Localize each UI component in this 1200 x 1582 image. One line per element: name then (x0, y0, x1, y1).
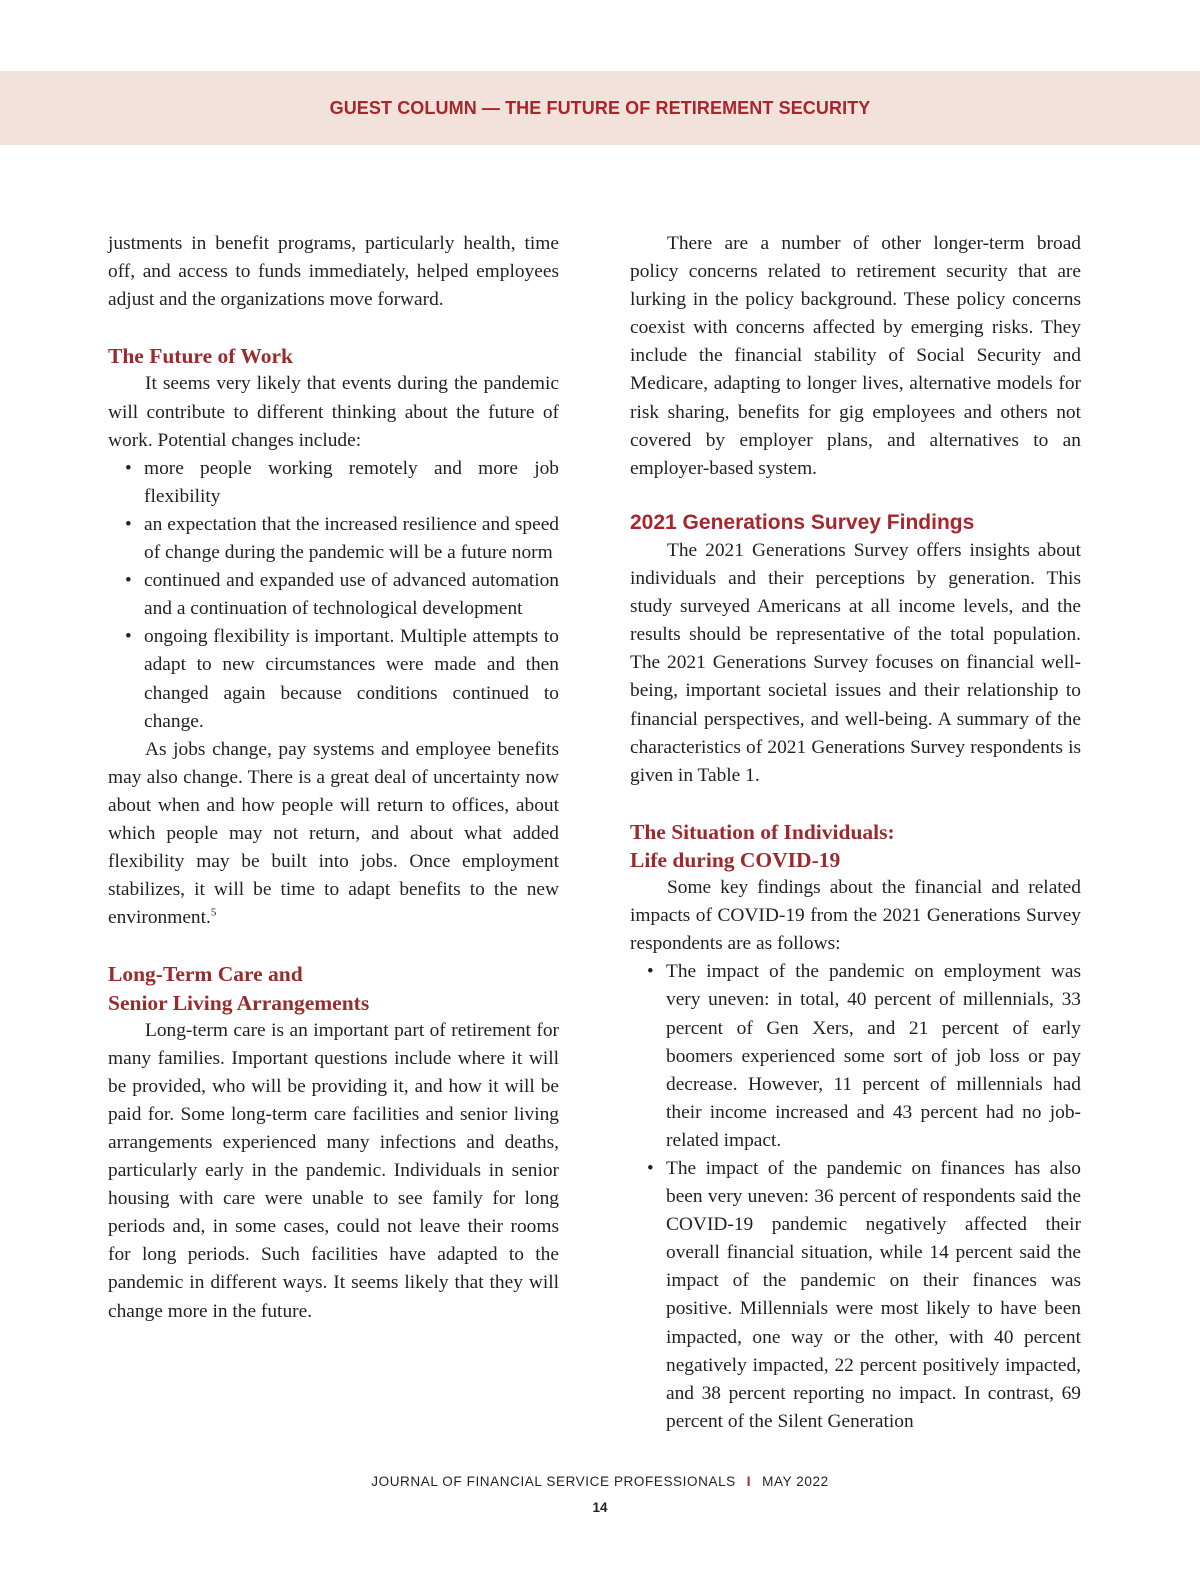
left-intro-paragraph: justments in benefit programs, particularly health, time off, and access to funds immediately, helped employees adjust and the organizations move forward. (108, 233, 559, 311)
issue-date: MAY 2022 (762, 1474, 829, 1489)
future-of-work-after: As jobs change, pay systems and employee benefits may also change. There is a great deal of uncertainty now about when and how people will return to offices, about which people may not return, and about what added flexibility may be built into jobs. Once employment stabilizes, it will be time to adapt benefits to the new environment.$^5$ (108, 738, 559, 929)
right-intro-paragraph: There are a number of other longer-term broad policy concerns related to retirement security that are lurking in the policy background. These policy concerns coexist with concerns affected by emerging risks. They include the financial stability of Social Security and Medicare, adapting to longer lives, alternative models for risk sharing, benefits for gig employees and others not covered by employer plans, and alternatives to an employer-based system. (630, 233, 1081, 479)
left-column (108, 230, 559, 1326)
future-of-work-intro: It seems very likely that events during the pandemic will contribute to different thinking about the future of work. Potential changes include: (108, 373, 559, 451)
banner-title: GUEST COLUMN — THE FUTURE OF RETIREMENT SECURITY (329, 97, 871, 118)
page-number: 14 (592, 1500, 608, 1515)
situation-heading: The Situation of Individuals: Life during COVID-19 (630, 819, 895, 872)
page-footer (0, 1474, 1200, 1489)
list-item: • continued and expanded use of advanced automation and a continuation of technological development (125, 570, 559, 620)
right-column (630, 230, 1081, 1436)
long-term-care-heading: Long-Term Care and Senior Living Arrangements (108, 962, 370, 1015)
list-item: • more people working remotely and more job flexibility (125, 457, 559, 507)
future-of-work-heading: The Future of Work (108, 344, 293, 369)
situation-list (630, 958, 1081, 1436)
situation-intro: Some key findings about the financial and related impacts of COVID-19 from the 2021 Generations Survey respondents are as follows: (630, 877, 1081, 955)
survey-findings-body: The 2021 Generations Survey offers insights about individuals and their perceptions by generation. This study surveyed Americans at all income levels, and the results should be representative of the total population. The 2021 Generations Survey focuses on financial well-being, important societal issues and their relationship to financial perspectives, and well-being. A summary of the characteristics of 2021 Generations Survey respondents is given in Table 1. (630, 539, 1081, 786)
footer-separator: I (746, 1474, 752, 1489)
list-item: • an expectation that the increased resilience and speed of change during the pandemic will be a future norm (125, 513, 559, 564)
footnote-marker: 5 (210, 906, 217, 919)
section-banner (0, 71, 1200, 145)
list-item: • The impact of the pandemic on finances has also been very uneven: 36 percent of respondents said the COVID-19 pandemic negatively affected their overall financial situation, while 14 percent said the impact of the pandemic on their finances was positive. Millennials were most likely to have been impacted, one way or the other, with 40 percent negatively impacted, 22 percent positively impacted, and 38 percent reporting no impact. In contrast, 69 percent of the Silent Generation (647, 1158, 1081, 1432)
future-of-work-list (108, 455, 559, 736)
list-item: • ongoing flexibility is important. Multiple attempts to adapt to new circumstances were made and then changed again because conditions continued to change. (125, 626, 559, 732)
list-item: • The impact of the pandemic on employment was very uneven: in total, 40 percent of millennials, 33 percent of Gen Xers, and 21 percent of early boomers experienced some sort of job loss or pay decrease. However, 11 percent of millennials had their income increased and 43 percent had no job-related impact. (647, 961, 1081, 1151)
journal-title: JOURNAL OF FINANCIAL SERVICE PROFESSIONALS (371, 1474, 736, 1489)
survey-findings-heading: 2021 Generations Survey Findings (630, 510, 975, 534)
long-term-care-body: Long-term care is an important part of retirement for many families. Important questions include where it will be provided, who will be providing it, and how it will be paid for. Some long-term care facilities and senior living arrangements experienced many infections and deaths, particularly early in the pandemic. Individuals in senior housing with care were unable to see family for long periods and, in some cases, could not leave their rooms for long periods. Such facilities have adapted to the pandemic in different ways. It seems likely that they will change more in the future. (108, 1019, 559, 1322)
